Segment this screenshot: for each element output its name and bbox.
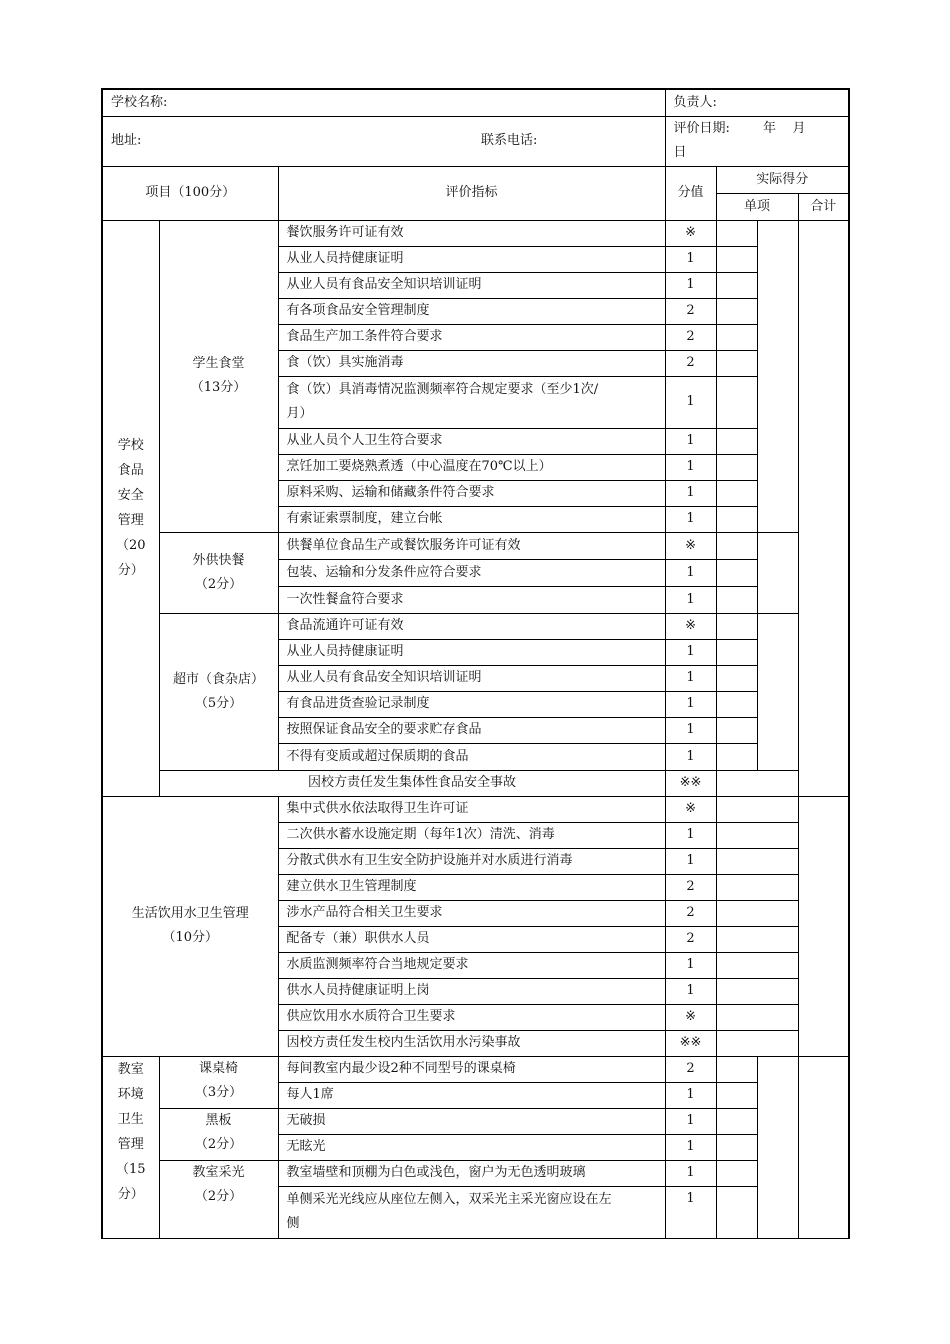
score-cell: 1 xyxy=(665,639,716,665)
section-title-line: 食品 xyxy=(117,463,144,478)
single-score-input[interactable] xyxy=(716,796,798,822)
score-cell: 1 xyxy=(665,1186,716,1238)
single-score-input[interactable] xyxy=(716,743,757,770)
indicator-cell: 从业人员有食品安全知识培训证明 xyxy=(278,665,665,691)
score-cell: 1 xyxy=(665,559,716,586)
score-cell: 1 xyxy=(665,978,716,1004)
indicator-cell xyxy=(278,1186,665,1238)
score-cell: 1 xyxy=(665,428,716,454)
section-food-safety-title xyxy=(102,220,159,796)
total-score-input[interactable] xyxy=(798,1056,849,1238)
score-cell: 1 xyxy=(665,1082,716,1108)
indicator-cell: 教室墙壁和顶棚为白色或浅色，窗户为无色透明玻璃 xyxy=(278,1160,665,1186)
single-score-input[interactable] xyxy=(716,926,798,952)
single-score-input[interactable] xyxy=(716,586,757,613)
evaluation-form xyxy=(101,88,849,1239)
score-cell: ※ xyxy=(665,532,716,559)
indicator-cell: 有索证索票制度，建立台帐 xyxy=(278,506,665,532)
indicator-cell: 食品生产加工条件符合要求 xyxy=(278,324,665,350)
single-score-input[interactable] xyxy=(716,376,757,428)
single-score-input[interactable] xyxy=(716,1056,757,1082)
subsection-supermarket-title xyxy=(159,613,278,770)
single-score-input[interactable] xyxy=(716,324,757,350)
address-phone-cell xyxy=(102,116,665,166)
single-score-input[interactable] xyxy=(716,220,757,246)
subtotal-score-input[interactable] xyxy=(757,1056,798,1238)
subsection-points: （5分） xyxy=(194,695,243,711)
subsection-blackboard-title xyxy=(159,1108,278,1160)
single-score-input[interactable] xyxy=(716,272,757,298)
subsection-name: 黑板 xyxy=(205,1112,232,1128)
section-title-line: 分） xyxy=(117,1186,144,1202)
single-score-input[interactable] xyxy=(716,506,757,532)
single-score-input[interactable] xyxy=(716,1082,757,1108)
score-cell: ※ xyxy=(665,220,716,246)
score-cell: ※※ xyxy=(665,770,716,796)
subtotal-score-input[interactable] xyxy=(757,532,798,613)
score-cell: 1 xyxy=(665,272,716,298)
table-row xyxy=(102,770,849,796)
indicator-cell: 从业人员有食品安全知识培训证明 xyxy=(278,272,665,298)
indicator-cell: 供应饮用水水质符合卫生要求 xyxy=(278,1004,665,1030)
score-cell: 1 xyxy=(665,480,716,506)
score-cell: ※※ xyxy=(665,1030,716,1056)
col-header-actual-score: 实际得分 xyxy=(716,166,849,193)
indicator-cell: 二次供水蓄水设施定期（每年1次）清洗、消毒 xyxy=(278,822,665,848)
subsection-lighting-title xyxy=(159,1160,278,1238)
indicator-cell: 供餐单位食品生产或餐饮服务许可证有效 xyxy=(278,532,665,559)
score-cell: 1 xyxy=(665,822,716,848)
subsection-name: 外供快餐 xyxy=(192,552,245,568)
score-cell: 1 xyxy=(665,743,716,770)
score-cell: 2 xyxy=(665,298,716,324)
indicator-text: 食（饮）具消毒情况监测频率符合规定要求（至少1次/ xyxy=(286,382,599,397)
indicator-cell: 食（饮）具实施消毒 xyxy=(278,350,665,376)
indicator-cell: 按照保证食品安全的要求贮存食品 xyxy=(278,717,665,743)
food-incident-indicator: 因校方责任发生集体性食品安全事故 xyxy=(159,770,665,796)
score-cell: 1 xyxy=(665,665,716,691)
total-score-input[interactable] xyxy=(798,796,849,1056)
single-score-input[interactable] xyxy=(716,770,798,796)
school-name-field[interactable]: 学校名称: xyxy=(102,89,665,116)
section-classroom-title xyxy=(102,1056,159,1238)
table-row xyxy=(102,1108,849,1134)
indicator-cell: 每人1席 xyxy=(278,1082,665,1108)
indicator-cell: 配备专（兼）职供水人员 xyxy=(278,926,665,952)
single-score-input[interactable] xyxy=(716,559,757,586)
section-title-line: 管理 xyxy=(117,1136,144,1152)
single-score-input[interactable] xyxy=(716,978,798,1004)
single-score-input[interactable] xyxy=(716,1108,757,1134)
single-score-input[interactable] xyxy=(716,532,757,559)
score-cell: 1 xyxy=(665,1160,716,1186)
indicator-cell: 建立供水卫生管理制度 xyxy=(278,874,665,900)
section-title-line: （10分） xyxy=(162,930,219,945)
indicator-cell: 因校方责任发生校内生活饮用水污染事故 xyxy=(278,1030,665,1056)
section-title-line: （15 xyxy=(115,1161,146,1177)
score-cell: 1 xyxy=(665,1108,716,1134)
indicator-cell xyxy=(278,376,665,428)
single-score-input[interactable] xyxy=(716,1134,757,1160)
indicator-cell: 不得有变质或超过保质期的食品 xyxy=(278,743,665,770)
single-score-input[interactable] xyxy=(716,639,757,665)
subsection-desks-title xyxy=(159,1056,278,1108)
eval-date-field[interactable] xyxy=(665,116,849,166)
score-cell: 1 xyxy=(665,376,716,428)
indicator-text-cont: 侧 xyxy=(286,1216,300,1231)
single-score-input[interactable] xyxy=(716,480,757,506)
person-in-charge-field[interactable]: 负责人: xyxy=(665,89,849,116)
score-cell: 1 xyxy=(665,952,716,978)
section-title-line: 生活饮用水卫生管理 xyxy=(131,906,249,921)
single-score-input[interactable] xyxy=(716,350,757,376)
indicator-cell: 烹饪加工要烧熟煮透（中心温度在70℃以上） xyxy=(278,454,665,480)
subsection-points: （3分） xyxy=(194,1084,243,1100)
subtotal-score-input[interactable] xyxy=(757,613,798,770)
score-cell: 2 xyxy=(665,1056,716,1082)
single-score-input[interactable] xyxy=(716,848,798,874)
score-cell: 1 xyxy=(665,848,716,874)
section-water-title xyxy=(102,796,278,1056)
single-score-input[interactable] xyxy=(716,298,757,324)
col-header-score: 分值 xyxy=(665,166,716,220)
indicator-cell: 无破损 xyxy=(278,1108,665,1134)
single-score-input[interactable] xyxy=(716,822,798,848)
score-cell: 1 xyxy=(665,506,716,532)
score-cell: 2 xyxy=(665,874,716,900)
section-title-line: （20 xyxy=(115,538,146,553)
score-cell: 1 xyxy=(665,717,716,743)
indicator-cell: 食品流通许可证有效 xyxy=(278,613,665,639)
col-header-indicator: 评价指标 xyxy=(278,166,665,220)
score-cell: ※ xyxy=(665,613,716,639)
indicator-cell: 一次性餐盒符合要求 xyxy=(278,586,665,613)
table-row xyxy=(102,1160,849,1186)
score-cell: 2 xyxy=(665,324,716,350)
phone-field[interactable]: 联系电话: xyxy=(481,133,538,148)
single-score-input[interactable] xyxy=(716,900,798,926)
table-row xyxy=(102,220,849,246)
indicator-cell: 集中式供水依法取得卫生许可证 xyxy=(278,796,665,822)
score-cell: ※ xyxy=(665,1004,716,1030)
section-title-line: 管理 xyxy=(117,513,144,528)
subsection-points: （2分） xyxy=(194,576,243,592)
indicator-cell: 餐饮服务许可证有效 xyxy=(278,220,665,246)
single-score-input[interactable] xyxy=(716,1004,798,1030)
score-cell: 1 xyxy=(665,586,716,613)
evaluation-table xyxy=(101,88,850,1239)
subsection-name: 学生食堂 xyxy=(192,356,245,371)
subsection-name: 超市（食杂店） xyxy=(172,671,264,687)
single-score-input[interactable] xyxy=(716,246,757,272)
section-title-line: 环境 xyxy=(117,1086,144,1102)
single-score-input[interactable] xyxy=(716,665,757,691)
single-score-input[interactable] xyxy=(716,952,798,978)
indicator-cell: 涉水产品符合相关卫生要求 xyxy=(278,900,665,926)
section-title-line: 卫生 xyxy=(117,1111,144,1127)
indicator-cell: 从业人员持健康证明 xyxy=(278,639,665,665)
single-score-input[interactable] xyxy=(716,1186,757,1238)
indicator-cell: 从业人员持健康证明 xyxy=(278,246,665,272)
indicator-cell: 无眩光 xyxy=(278,1134,665,1160)
section-title-line: 学校 xyxy=(117,438,144,453)
single-score-input[interactable] xyxy=(716,691,757,717)
score-cell: 2 xyxy=(665,900,716,926)
total-score-input[interactable] xyxy=(798,220,849,796)
subsection-catering-title xyxy=(159,532,278,613)
indicator-cell: 分散式供水有卫生安全防护设施并对水质进行消毒 xyxy=(278,848,665,874)
single-score-input[interactable] xyxy=(716,613,757,639)
subsection-name: 课桌椅 xyxy=(198,1060,238,1076)
indicator-cell: 包装、运输和分发条件应符合要求 xyxy=(278,559,665,586)
score-cell: 1 xyxy=(665,1134,716,1160)
score-cell: 1 xyxy=(665,246,716,272)
indicator-text: 单侧采光光线应从座位左侧入，双采光主采光窗应设在左 xyxy=(286,1192,612,1207)
col-header-single: 单项 xyxy=(716,193,798,220)
table-row xyxy=(102,796,849,822)
single-score-input[interactable] xyxy=(716,454,757,480)
subsection-name: 教室采光 xyxy=(192,1164,245,1180)
subsection-points: （13分） xyxy=(190,380,247,395)
eval-date-line2: 日 xyxy=(673,145,687,160)
subsection-canteen-title xyxy=(159,220,278,532)
score-cell: 2 xyxy=(665,926,716,952)
indicator-text-cont: 月） xyxy=(286,406,313,421)
section-title-line: 教室 xyxy=(117,1061,144,1077)
indicator-cell: 有食品进货查验记录制度 xyxy=(278,691,665,717)
score-cell: ※ xyxy=(665,796,716,822)
table-row xyxy=(102,532,849,559)
indicator-cell: 从业人员个人卫生符合要求 xyxy=(278,428,665,454)
subsection-points: （2分） xyxy=(194,1188,243,1204)
single-score-input[interactable] xyxy=(716,874,798,900)
indicator-cell: 水质监测频率符合当地规定要求 xyxy=(278,952,665,978)
single-score-input[interactable] xyxy=(716,1160,757,1186)
eval-date-line1: 评价日期: 年 月 xyxy=(673,121,806,136)
score-cell: 1 xyxy=(665,454,716,480)
indicator-cell: 供水人员持健康证明上岗 xyxy=(278,978,665,1004)
col-header-project: 项目（100分） xyxy=(102,166,278,220)
single-score-input[interactable] xyxy=(716,717,757,743)
section-title-line: 安全 xyxy=(117,488,144,503)
table-row xyxy=(102,1056,849,1082)
indicator-cell: 原料采购、运输和储藏条件符合要求 xyxy=(278,480,665,506)
score-cell: 1 xyxy=(665,691,716,717)
table-row xyxy=(102,613,849,639)
subsection-points: （2分） xyxy=(194,1136,243,1152)
single-score-input[interactable] xyxy=(716,1030,798,1056)
col-header-total: 合计 xyxy=(798,193,849,220)
single-score-input[interactable] xyxy=(716,428,757,454)
score-cell: 2 xyxy=(665,350,716,376)
indicator-cell: 有各项食品安全管理制度 xyxy=(278,298,665,324)
indicator-cell: 每间教室内最少设2种不同型号的课桌椅 xyxy=(278,1056,665,1082)
section-title-line: 分） xyxy=(117,563,144,578)
subtotal-score-input[interactable] xyxy=(757,220,798,532)
address-field[interactable]: 地址: xyxy=(111,133,142,148)
